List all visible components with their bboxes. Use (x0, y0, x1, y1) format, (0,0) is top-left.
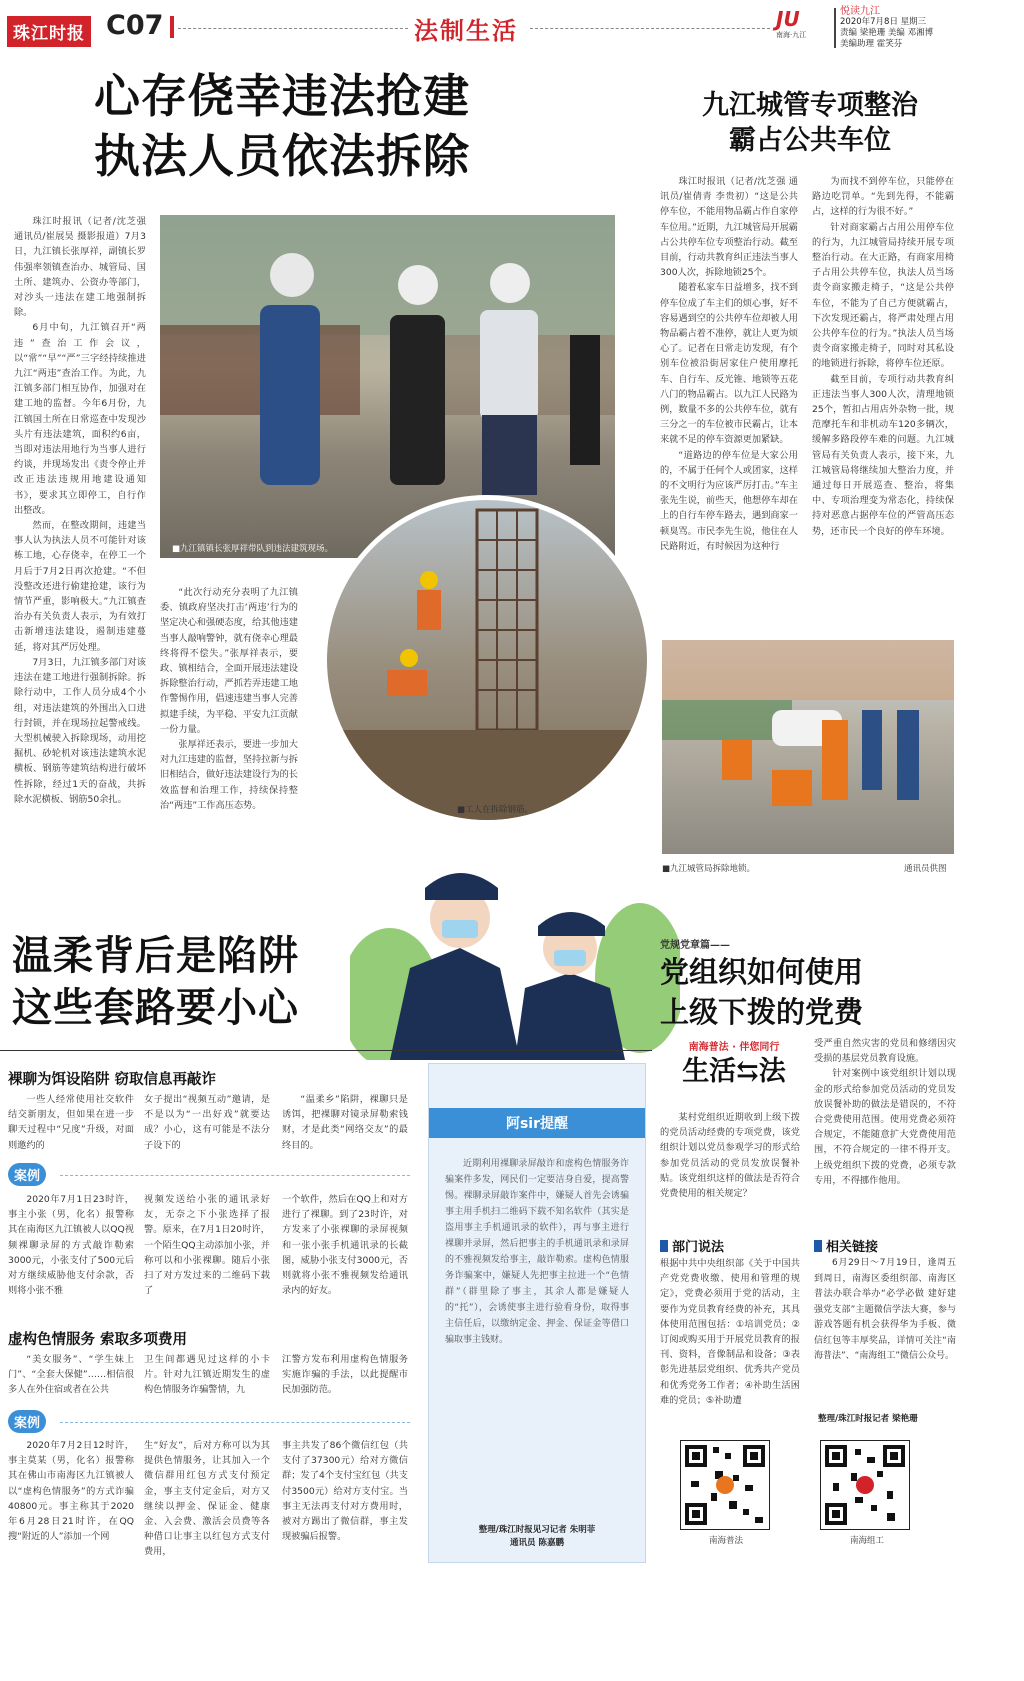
police-officers-illustration (350, 848, 680, 1060)
story3-headline (12, 930, 299, 1034)
qr-code-nanhai-law[interactable] (680, 1440, 770, 1530)
story3-sub2-colC (282, 1352, 408, 1398)
legal-life-logo-top: 南海普法 · 伴您同行 (688, 1042, 780, 1053)
qr1-label: 南海普法 (709, 1536, 744, 1546)
issue-date: 2020年7月8日 星期三 (840, 17, 927, 27)
city-management-illustration (662, 640, 954, 854)
story1-paragraph: 6月中旬，九江镇召开“两违”查治工作会议，以“常”“早”“严”三字经持续推进九江“两违”查治工作。为此，九江镇多部门相互协作，加强对在建工地的监督。今年6月份，九江镇国土所在日常巡查中发现沙头片有违法建筑，面积约6亩，当即对违法用地行为当事人进行约谈，并现场发出《责令停止并改正违法违规用地建设通知书》，要求其立即停工，自行作出整改。 (14, 322, 146, 516)
story3-headline-line2: 这些套路要小心 (12, 984, 299, 1031)
story4-headline-line2: 上级下拨的党费 (660, 995, 864, 1029)
tips-title: 阿sir提醒 (429, 1108, 645, 1138)
story1-paragraph: 7月3日，九江镇多部门对该违法在建工地进行强制拆除。拆除行动中，工作人员分成4个小组，对违法建筑的外围出入口进行封锁，并在现场拉起警戒线。大型机械驶入拆除现场，动用挖掘机、砂轮机对该违法建筑水泥横板、钢筋等建筑结构进行破坏性拆除，经过1天的奋战，共拆除水泥横板、钢筋50余扎。 (14, 656, 146, 805)
story1-headline-line1: 心存侥幸违法抢建 (94, 69, 470, 123)
story3-paragraph: “美女服务”、“学生妹上门”、“全套大保健”……相信很多人在外住宿或者在公共 (8, 1354, 134, 1396)
story2-column2 (812, 174, 954, 539)
legal-life-logo-main: 生活⇆法 (682, 1056, 786, 1087)
story4-paragraph: 受严重自然灾害的党员和修缮因灾受损的基层党员教育设施。 (814, 1038, 956, 1065)
story3-paragraph: 女子提出“视频互动”邀请，是不是以为“一出好戏”就要达成？小心，这有可能是不法分子设下的 (144, 1094, 270, 1151)
case-badge: 案例 (8, 1410, 46, 1433)
story4-paragraph: 6月29日～7月19日，逢周五到周日，南海区委组织部、南海区普法办联合举办“必学必做 建好建强党支部”主题微信学法大赛，参与游戏答题有机会获得华为手板、微信红包等丰厚奖品，详情可关注“南海普法”、“南海组工”微信公众号。 (814, 1258, 956, 1361)
dept-view-heading: 部门说法 (660, 1236, 724, 1255)
masthead-accent-bar (170, 16, 174, 38)
qr2-label: 南海组工 (850, 1536, 885, 1546)
story3-case1-colB (144, 1192, 270, 1298)
case-rule (60, 1422, 410, 1423)
story3-paragraph: 事主共发了86个微信红包（共支付了37300元）给对方微信群；发了4个支付宝红包（共支付3500元）给对方支付宝。当事主无法再支付对方费用时，被对方踢出了微信群，事主发现被骗后报警。 (282, 1440, 408, 1543)
story3-paragraph: 2020年7月2日12时许，事主莫某（男，化名）报警称其在佛山市南海区九江镇被人以“虚构色情服务”的方式诈骗40800元。事主称其于2020年6月28日21时许，在QQ搜“附近的人”添加一个网 (8, 1440, 134, 1543)
dept-view-body (660, 1256, 800, 1408)
brand-divider (834, 8, 836, 48)
qr-pattern-1 (681, 1441, 769, 1529)
story2-headline-line1: 九江城管专项整治 (702, 90, 918, 121)
story3-paragraph: 视频发送给小张的通讯录好友，无奈之下小张选择了报警。原来，在7月1日20时许，一个陌生QQ主动添加小张，并称可以和小张裸聊。随后小张扫了对方发过来的二维码下载了 (144, 1194, 270, 1297)
masthead-rule-left (178, 28, 408, 29)
story1-column1 (14, 214, 146, 807)
qr-code-nanhai-org[interactable] (820, 1440, 910, 1530)
photo1-caption: ■九江镇镇长张厚祥带队到违法建筑现场。 (172, 544, 334, 554)
tips-credit2: 通讯员 陈嘉鹏 (510, 1538, 564, 1548)
story1-column2 (160, 585, 298, 813)
story3-sub2-colB (144, 1352, 270, 1398)
assistant-line: 美编助理 霍笑芬 (840, 39, 903, 49)
story3-sub1-colA (8, 1092, 134, 1153)
story3-sub1-colC (282, 1092, 408, 1153)
story4-right-col (814, 1036, 956, 1188)
story3-sub2-colA (8, 1352, 134, 1398)
tips-body: 近期利用裸聊录屏敲诈和虚构色情服务诈骗案件多发，网民们一定要洁身自爱，提高警惕。裸聊录屏敲诈案件中，嫌疑人首先会诱骗事主用手机扫二维码下载不知名软件（其实是盗用事主手机通讯录的软件），再与事主进行裸聊并录屏，然后把事主的手机通讯录和录屏的不雅视频发给事主，敲诈勒索。虚构色情服务诈骗案中，嫌疑人先把事主拉进一个“色情群”（群里除了事主，其余人都是嫌疑人的“托”），会诱使事主进行验看身份，取得事主信任后，以缴纳定金、押金、保证金等借口骗取事主钱财。 (445, 1159, 629, 1345)
story3-case2-colB (144, 1438, 270, 1560)
story3-paragraph: 2020年7月1日23时许，事主小张（男，化名）报警称其在南海区九江镇被人以QQ视频裸聊录屏的方式敲诈勒索3000元，小张支付了500元后对方继续威胁他支付余款，否则将小张不雅 (8, 1194, 134, 1297)
story3-sub1-colB (144, 1092, 270, 1153)
story4-paragraph: 针对案例中该党组织计划以现金的形式给参加党员活动的党员发放误餐补助的做法是错误的，不符合党费使用范围。使用党费必须符合规定，不能随意扩大党费使用范围，不符合规定的一律不得开支。上级党组织下拨的党费，必须专款专用，不得挪作他用。 (814, 1068, 956, 1186)
story2-paragraph: 珠江时报讯（记者/沈芝强 通讯员/崔倩青 李贵初）“这是公共停车位，不能用物品霸占作自家停车位用。”近期，九江城管局开展霸占公共停车位专项整治行动。截至目前，行动共教育纠正违法当事人300人次，拆除地锁25个。 (660, 176, 798, 279)
newspaper-logo: 珠江时报 (7, 16, 91, 47)
story2-paragraph: “道路边的停车位是大家公用的，不属于任何个人或团家，这样的不文明行为应该严厉打击。”车主张先生说，前些天，他想停车却在上的自行车停车路去，遇到商家一顿臭骂。市民李先生说，他住在人民路附近，有时候因为这种行 (660, 449, 798, 552)
story4-paragraph: 某村党组织近期收到上级下拨的党员活动经费的专项党费，该党组织计划以党员参观学习的形式给参加党员活动的党员发放误餐补贴。该党组织这样的做法是否符合党费使用的相关规定？ (660, 1112, 800, 1200)
story3-subhead1: 裸聊为饵设陷阱 窃取信息再敲诈 (8, 1072, 217, 1088)
qr-pattern-2 (821, 1441, 909, 1529)
story1-paragraph: 张厚祥还表示，要进一步加大对九江违建的监督，坚持拉新与拆旧相结合，做好违法建设行为的长效监督和治理工作，持续保持整治“两违”工作高压态势。 (160, 739, 298, 811)
police-illustration-art (350, 848, 680, 1060)
story3-paragraph: 一个软件，然后在QQ上和对方进行了裸聊。到了23时许，对方发来了小张裸聊的录屏视频和一张小张手机通讯录的长截图，威胁小张支付3000元，否则就将小张不雅视频发给通讯录内的好友。 (282, 1194, 408, 1297)
story3-paragraph: 江警方发布利用虚构色情服务实施诈骗的手法，以此提醒市民加强防范。 (282, 1354, 408, 1396)
parking-lock-removal-photo (662, 640, 954, 854)
police-tips-box (428, 1063, 646, 1563)
story3-paragraph: 一些人经常使用社交软件结交新朋友，但如果在进一步聊天过程中“兄度”升级，对面则邀约的 (8, 1094, 134, 1151)
story2-photo-caption: ■九江城管局拆除地锁。 (662, 864, 756, 874)
brand-calligraphy: 悦读九江 (840, 6, 880, 17)
story2-paragraph: 随着私家车日益增多，找不到停车位成了车主们的烦心事，好不容易遇到空的公共停车位却被人用物品霸占着不准停，就让人更为烦心了。记者在日常走访发现，有个别车位被沿街居家住户使用摩托车、自行车、反光锥、地锁等五花八门的物品霸占。以九江人民路为例，数量不多的公共停车位，就有三分之一的车位被市民霸占，让本来就不足的停车资源更加紧缺。 (660, 282, 798, 446)
photo2-caption: ■工人在拆除钢筋。 (457, 805, 534, 815)
story3-case2-colA (8, 1438, 134, 1544)
story4-headline-line1: 党组织如何使用 (660, 955, 864, 989)
story2-headline (676, 88, 944, 158)
story4-kicker: 党规党章篇—— (660, 940, 730, 951)
story3-case1-colC (282, 1192, 408, 1298)
story1-paragraph: “此次行动充分表明了九江镇委、镇政府坚决打击‘两违’行为的坚定决心和强硬态度，给其他违建当事人敲响警钟，就有侥幸心理最终将得不偿失。”张厚祥表示，要政、镇相结合，全面开展违法建设拆除整治行动，严抓若弄违建工地作警惕作用，倡速违建当事人完善拟建手续，为平稳、平安九江贡献一份力量。 (160, 587, 298, 735)
case-badge: 案例 (8, 1163, 46, 1186)
story3-headline-line1: 温柔背后是陷阱 (12, 932, 299, 979)
page-number: C07 (106, 10, 164, 41)
story2-photo-credit: 通讯员供图 (904, 864, 947, 874)
masthead-info (840, 6, 1020, 50)
story2-paragraph: 为而找不到停车位，只能停在路边吃罚单。“先到先得，不能霸占，这样的行为很不好。” (812, 176, 954, 218)
story2-column1 (660, 174, 798, 554)
brand-logo: JU 南海·九江 (776, 7, 807, 39)
story1-paragraph: 珠江时报讯（记者/沈芝强 通讯员/崔展昊 摄影报道）7月3日，九江镇长张厚祥，副镇长罗伟强率领镇查治办、城管局、国土所、建筑办、公资办等部门，对沙头一违法在建工地强制拆除。 (14, 216, 146, 319)
story3-case2-colC (282, 1438, 408, 1544)
story2-headline-line2: 霸占公共车位 (729, 125, 891, 156)
rebar-illustration (327, 500, 647, 820)
masthead-rule-right (530, 28, 770, 29)
legal-life-logo (660, 1038, 808, 1098)
story4-intro (660, 1110, 800, 1201)
tips-credit1: 整理/珠江时报见习记者 朱明菲 (478, 1525, 596, 1535)
story1-headline-line2: 执法人员依法拆除 (94, 129, 470, 183)
story3-paragraph: 卫生间都遇见过这样的小卡片。针对九江镇近期发生的虚构色情服务诈骗警情，九 (144, 1354, 270, 1396)
story4-paragraph: 根据中共中央组织部《关于中国共产党党费收缴、使用和管理的规定》，党费必须用于党的活动，主要作为党员教育经费的补充，其具体使用范围包括：①培训党员；②订阅或购买用于开展党员教育的报刊、资料，音像制品和设备；③表彰先进基层党组织、优秀共产党员和优秀党务工作者；④补助生活困难的党员；⑤补助遭 (660, 1258, 800, 1406)
story3-paragraph: “温柔乡”陷阱，裸聊只是诱饵，把裸聊对镜录屏勒索钱财，才是此类“网络交友”的最终目的。 (282, 1094, 408, 1151)
story4-headline (660, 952, 863, 1032)
story2-paragraph: 针对商家霸占占用公用停车位的行为，九江城管局持续开展专项整治行动。在大正路，有商家用椅子占用公共停车位，执法人员当场责令商家搬走椅子，“这是公共停车位，不能为了自己方便就霸占，下次发现还霸占，将严肃处理占用公共停车位的行为。”执法人员当场责令商家搬走椅子，同时对其私设的地锁进行拆除，将停车位还原。 (812, 221, 954, 370)
related-link-body (814, 1256, 956, 1365)
story3-subhead2: 虚构色情服务 索取多项费用 (8, 1332, 188, 1348)
story1-paragraph: 然而，在整改期间，违建当事人认为执法人员不可能针对该栋工地，心存侥幸，在停工一个月后于7月2日再次抢建。“不但没整改还进行偷建抢建，该行为情节严重，影响极大。”九江镇查治办有关负责人表示，为有效打击新增违法建设，遏制违建蔓延，将对其严厉处理。 (14, 520, 146, 653)
story3-top-rule (0, 1050, 652, 1051)
story3-case1-colA (8, 1192, 134, 1298)
story1-headline (94, 66, 470, 186)
story3-paragraph: 生“好友”，后对方称可以为其提供色情服务，让其加入一个微信群用红包方式支付预定金，事主支付定金后，对方又继续以押金、保证金、健康金、入会费、激活会员费等各种借口让事主以红包方式支付费用， (144, 1440, 270, 1558)
section-title: 法制生活 (414, 17, 518, 45)
rebar-demolition-photo (322, 495, 652, 825)
editors-line: 责编 梁艳珊 美编 邓湘博 (840, 28, 934, 38)
story4-credit: 整理/珠江时报记者 梁艳珊 (818, 1414, 918, 1424)
story2-paragraph: 截至目前，专项行动共教育纠正违法当事人300人次，清理地锁25个，暂扣占用店外杂物一批，规范摩托车和非机动车120多辆次，缓解多路段停车难的问题。九江城管局有关负责人表示，接下来，九江城管局将继续加大整治力度，并通过每日开展巡查、整治，将集中、专项治理变为常态化，持续保持对恶意占据停车位的严管高压态势，还市民一个良好的停车环境。 (812, 373, 954, 537)
case-rule (60, 1175, 410, 1176)
related-link-heading: 相关链接 (814, 1236, 878, 1255)
